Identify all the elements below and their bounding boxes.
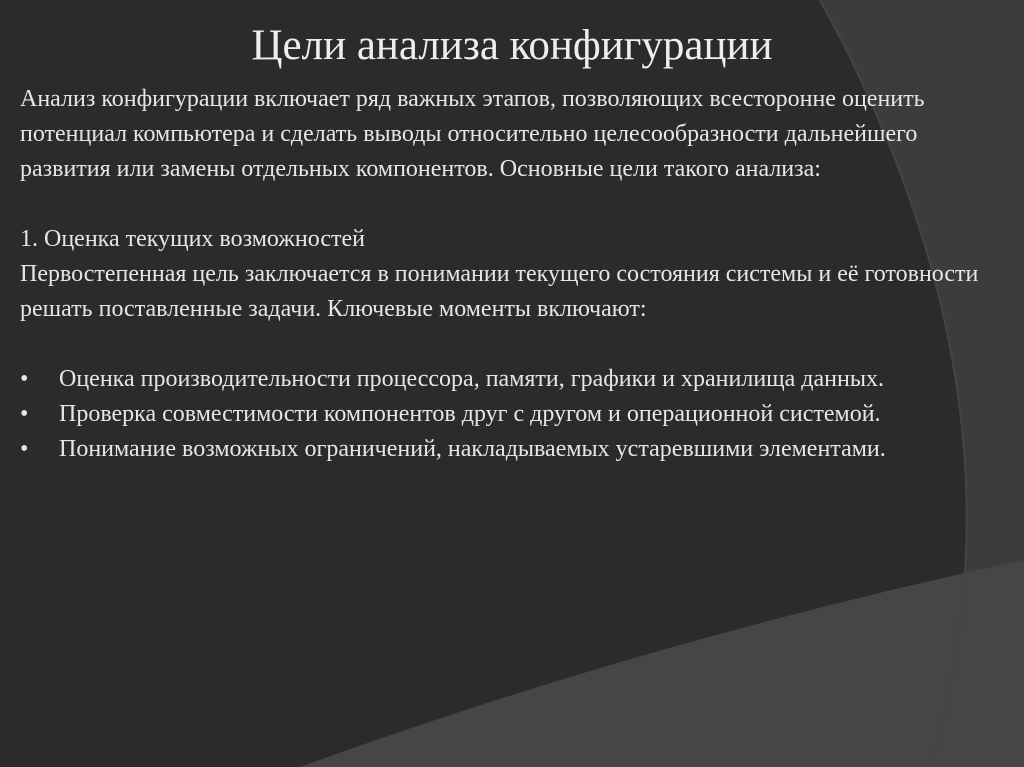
- bullet-icon: •: [20, 401, 29, 427]
- section-paragraph: Первостепенная цель заключается в понимании текущего состояния системы и её готовности решать поставленные задачи. Ключевые моменты включают:: [20, 261, 979, 322]
- bullet-icon: •: [20, 436, 29, 462]
- bullet-text: Оценка производительности процессора, памяти, графики и хранилища данных.: [59, 366, 884, 392]
- bullet-text: Понимание возможных ограничений, накладываемых устаревшими элементами.: [59, 436, 886, 462]
- intro-paragraph: Анализ конфигурации включает ряд важных этапов, позволяющих всесторонне оценить потенциал компьютера и сделать выводы относительно целесообразности дальнейшего развития или замены отдельных компонентов. Основные цели такого анализа:: [20, 86, 925, 182]
- spacer: [20, 327, 1005, 362]
- bullet-icon: •: [20, 366, 29, 392]
- slide-body: [20, 82, 1005, 467]
- bullet-text: Проверка совместимости компонентов друг с другом и операционной системой.: [59, 401, 881, 427]
- section-heading: 1. Оценка текущих возможностей: [20, 226, 365, 252]
- slide-title: Цели анализа конфигурации: [251, 22, 773, 69]
- bullet-list: [20, 362, 1005, 467]
- list-item: [20, 397, 1005, 432]
- list-item: [20, 362, 1005, 397]
- list-item: [20, 432, 1005, 467]
- spacer: [20, 187, 1005, 222]
